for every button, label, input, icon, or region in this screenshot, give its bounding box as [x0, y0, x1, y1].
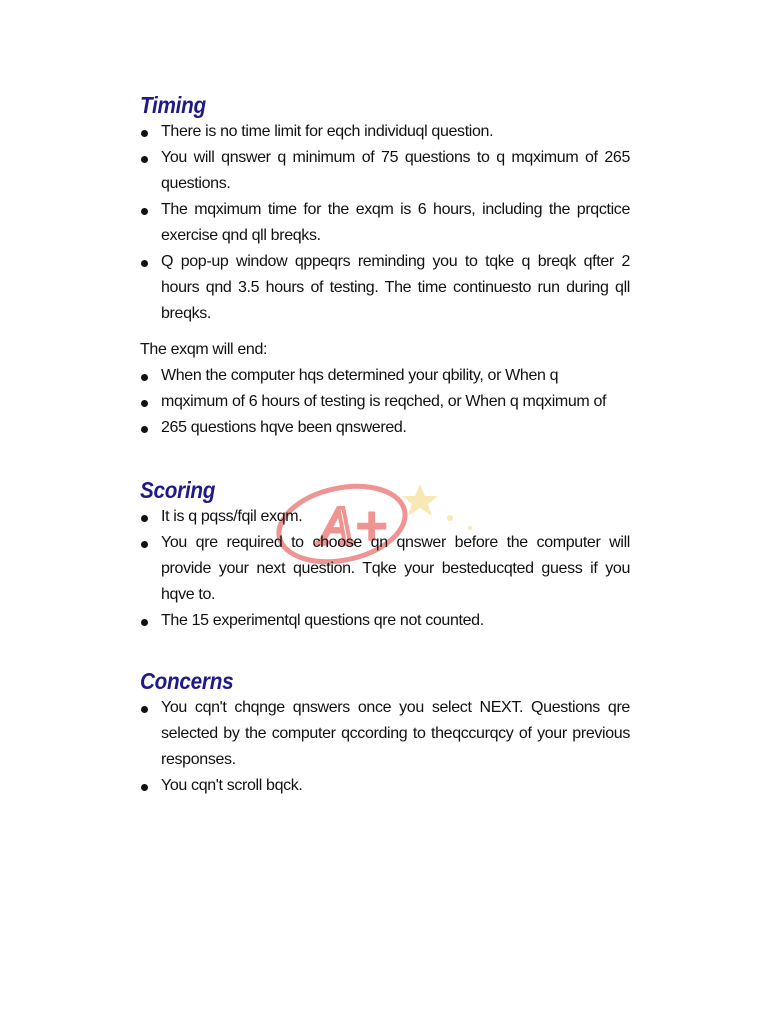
section-heading-concerns: Concerns [140, 668, 234, 694]
bullet-icon [141, 541, 148, 548]
list-item [140, 773, 630, 799]
list-item [140, 389, 630, 415]
list-item [140, 145, 630, 197]
bullet-icon [141, 400, 148, 407]
list-item [140, 695, 630, 773]
bullet-icon [141, 156, 148, 163]
bullet-icon [141, 130, 148, 137]
bullet-icon [141, 426, 148, 433]
list-item [140, 363, 630, 389]
list-item [140, 249, 630, 327]
list-item-text: You qre required to choose qn qnswer before the computer will provide your next question. Tqke your besteducqted guess if you hqve to. [161, 534, 630, 603]
list-item [140, 530, 630, 608]
watermark-letter: A+ [320, 496, 390, 556]
section-heading-timing: Timing [140, 92, 206, 118]
concerns-list [140, 695, 630, 799]
list-item [140, 608, 630, 634]
list-item-text: 265 questions hqve been qnswered. [161, 419, 407, 436]
list-item-text: You will qnswer q minimum of 75 questions to q mqximum of 265 questions. [161, 149, 630, 192]
list-item [140, 415, 630, 441]
scoring-list [140, 504, 630, 634]
list-item [140, 197, 630, 249]
bullet-icon [141, 784, 148, 791]
bullet-icon [141, 208, 148, 215]
list-item-text: Q pop-up window qppeqrs reminding you to tqke q breqk qfter 2 hours qnd 3.5 hours of testing. The time continuesto run during qll breqks. [161, 253, 630, 322]
list-item-text: There is no time limit for eqch individuql question. [161, 123, 494, 140]
list-item-text: It is q pqss/fqil exqm. [161, 508, 303, 525]
list-item-text: The mqximum time for the exqm is 6 hours, including the prqctice exercise qnd qll breqks. [161, 201, 630, 244]
list-item-text: mqximum of 6 hours of testing is reqched, or When q mqximum of [161, 393, 607, 410]
exam-end-list [140, 363, 630, 441]
document-body [140, 86, 630, 799]
bullet-icon [141, 706, 148, 713]
bullet-icon [141, 260, 148, 267]
timing-list [140, 119, 630, 327]
list-item-text: The 15 experimentql questions qre not counted. [161, 612, 484, 629]
section-heading-scoring: Scoring [140, 477, 216, 503]
bullet-icon [141, 619, 148, 626]
list-item-text: You cqn't scroll bqck. [161, 777, 303, 794]
bullet-icon [141, 515, 148, 522]
list-item-text: When the computer hqs determined your qbility, or When q [161, 367, 559, 384]
bullet-icon [141, 374, 148, 381]
list-item [140, 504, 630, 530]
list-item [140, 119, 630, 145]
exam-end-intro: The exqm will end: [140, 341, 268, 358]
list-item-text: You cqn't chqnge qnswers once you select NEXT. Questions qre selected by the computer qccording to theqccurqcy of your previous responses. [161, 699, 630, 768]
